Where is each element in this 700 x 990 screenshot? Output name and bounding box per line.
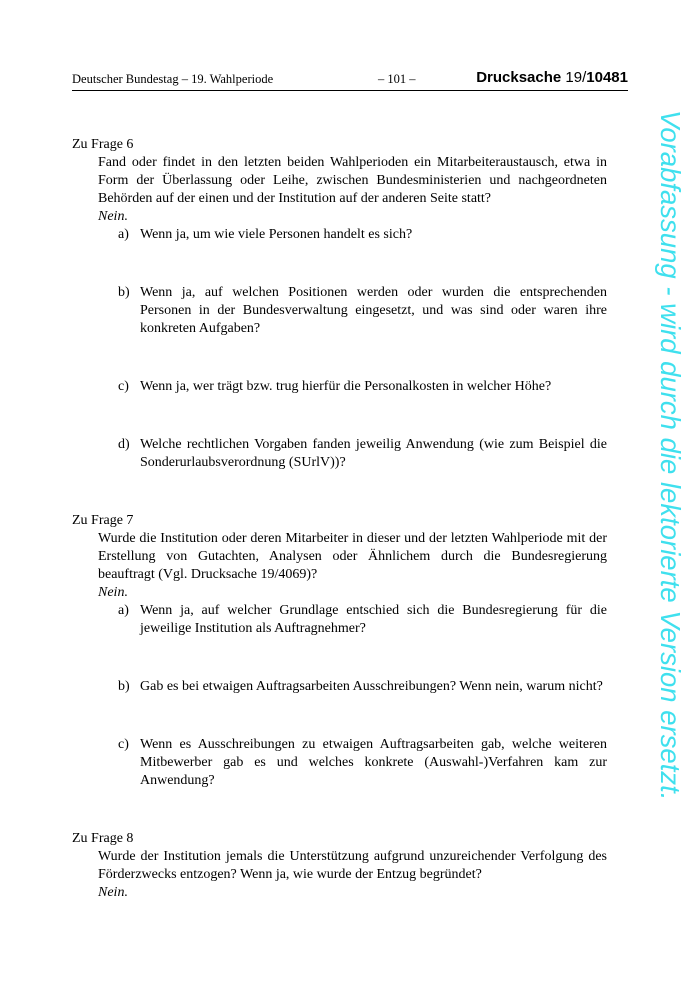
document-body (72, 136, 607, 902)
question-text: Wurde die Institution oder deren Mitarbeiter in dieser und der letzten Wahlperiode mit der Erstellung von Gutachten, Analysen oder Ähnlichem durch die Bundesregierung beauftragt (Vgl. Drucksache 19/4069)? (98, 531, 607, 582)
page-number: – 101 – (378, 72, 416, 86)
sub-question (118, 678, 607, 696)
sub-question (118, 378, 607, 396)
question-text: Wurde der Institution jemals die Unterstützung aufgrund unzureichender Verfolgung des Förderzwecks entzogen? Wenn ja, wie wurde der Entzug begründet? (98, 849, 607, 882)
sub-text: Gab es bei etwaigen Auftragsarbeiten Ausschreibungen? Wenn nein, warum nicht? (140, 679, 603, 694)
drucksache-number (476, 69, 628, 86)
sub-label: b) (118, 679, 130, 694)
drucksache-label: Drucksache (476, 69, 562, 86)
question-text: Fand oder findet in den letzten beiden Wahlperioden ein Mitarbeiteraustausch, etwa in Form der Überlassung oder Leihe, zwischen Bundesministerien und nachgeordneten Behörden auf der einen und der Institution auf der anderen Seite statt? (98, 155, 607, 206)
sub-text: Welche rechtlichen Vorgaben fanden jeweilig Anwendung (wie zum Beispiel die Sonderurlaubsverordnung (SUrlV))? (140, 437, 607, 470)
sub-label: a) (118, 603, 129, 618)
sub-text: Wenn ja, wer trägt bzw. trug hierfür die Personalkosten in welcher Höhe? (140, 379, 552, 394)
answer-text: Nein. (98, 885, 128, 900)
sub-text: Wenn es Ausschreibungen zu etwaigen Auftragsarbeiten gab, welche weiteren Mitbewerber gab es und welches konkrete (Auswahl-)Verfahren kam zur Anwendung? (140, 737, 607, 788)
sub-question (118, 226, 607, 244)
sub-text: Wenn ja, auf welcher Grundlage entschied sich die Bundesregierung für die jeweilige Institution als Auftragnehmer? (140, 603, 607, 636)
sub-label: b) (118, 285, 130, 300)
page-header (72, 70, 628, 91)
draft-watermark: Vorabfassung - wird durch die lektorierte Version ersetzt. (655, 110, 686, 801)
sub-label: a) (118, 227, 129, 242)
sub-label: c) (118, 379, 129, 394)
sub-label: c) (118, 737, 129, 752)
answer-text: Nein. (98, 585, 128, 600)
drucksache-id: 10481 (586, 69, 628, 86)
section-title: Zu Frage 7 (72, 513, 134, 528)
section-title: Zu Frage 6 (72, 137, 134, 152)
drucksache-prefix: 19/ (565, 69, 587, 86)
sub-question (118, 284, 607, 338)
sub-question (118, 736, 607, 790)
sub-text: Wenn ja, um wie viele Personen handelt es sich? (140, 227, 413, 242)
sub-question (118, 602, 607, 638)
header-publisher: Deutscher Bundestag – 19. Wahlperiode (72, 72, 274, 86)
answer-text: Nein. (98, 209, 128, 224)
section-title: Zu Frage 8 (72, 831, 134, 846)
sub-question (118, 436, 607, 472)
sub-label: d) (118, 437, 130, 452)
sub-text: Wenn ja, auf welchen Positionen werden oder wurden die entsprechenden Personen in der Bundesverwaltung eingesetzt, und was sind oder waren ihre konkreten Aufgaben? (140, 285, 607, 336)
